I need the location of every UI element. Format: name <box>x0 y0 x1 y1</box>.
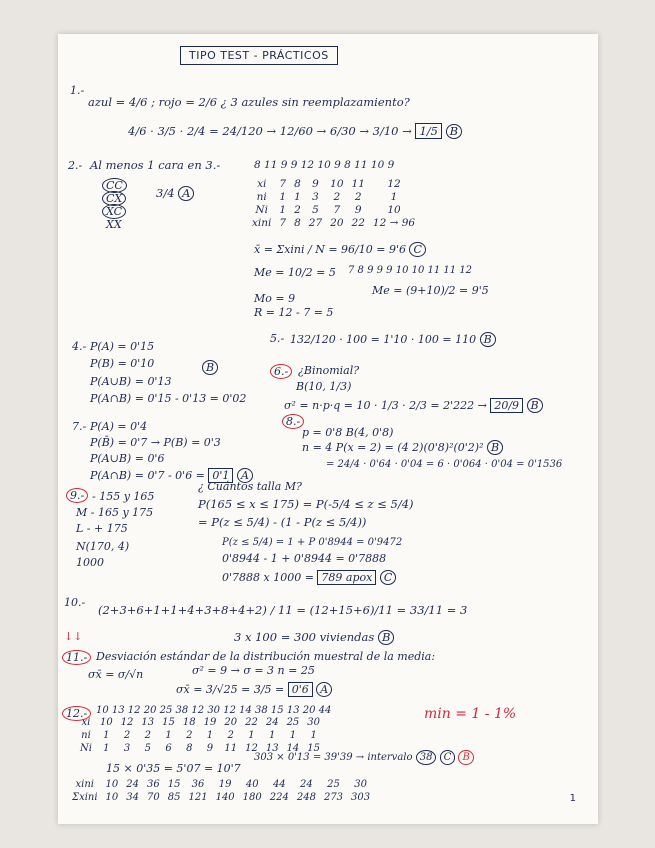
q10-number: 10.- <box>64 596 86 609</box>
q11-values: σ² = 9 → σ = 3 n = 25 <box>192 664 315 677</box>
q2-number: 2.- <box>68 159 83 172</box>
q6-answer: 20/9 <box>490 398 523 413</box>
q8-number: 8.- <box>282 414 304 429</box>
q1-calc <box>128 124 462 139</box>
q11-formula: σx̄ = σ/√n <box>88 668 144 681</box>
q7-number: 7.- <box>72 420 87 433</box>
q4-line-3: P(A∪B) = 0'13 <box>90 375 172 388</box>
q8-line-1: p = 0'8 B(4, 0'8) <box>302 426 394 439</box>
q9-line-2: M - 165 y 175 <box>76 506 154 519</box>
q2-data-line: 8 11 9 9 12 10 9 8 11 10 9 <box>254 159 395 171</box>
q9-line-1: - 155 y 165 <box>92 490 155 503</box>
q6-line-1: ¿Binomial? <box>298 364 360 377</box>
q12-answer: 38 <box>416 750 437 765</box>
q1-number: 1.- <box>70 84 85 97</box>
q2-median-position: Me = 10/2 = 5 <box>254 266 336 279</box>
q1-question: azul = 4/6 ; rojo = 2/6 ¿ 3 azules sin reemplazamiento? <box>88 95 410 109</box>
q5-calc: 132/120 · 100 = 1'10 · 100 = 110 B <box>290 332 496 347</box>
q4-line-2: P(B) = 0'10 <box>90 357 155 370</box>
q12-data-line: 10 13 12 20 25 38 12 30 12 14 38 15 13 20 44 <box>96 705 332 716</box>
q10-calc: (2+3+6+1+1+4+3+8+4+2) / 11 = (12+15+6)/11 = 33/11 = 3 <box>98 603 468 617</box>
q2-mode: Mo = 9 <box>254 292 296 305</box>
q2-combo-4: XX <box>106 218 122 231</box>
q5-option: B <box>480 332 496 347</box>
q4-line-1: P(A) = 0'15 <box>90 340 155 353</box>
q5-number: 5.- <box>270 332 285 345</box>
q9-line-3: L - + 175 <box>76 522 128 535</box>
q2-combo-3: XC <box>102 204 126 219</box>
q12-calc-2: 303 × 0'13 = 39'39 → intervalo 38 C B <box>254 750 474 765</box>
q2-combo-2: CX <box>102 191 126 206</box>
q9-number: 9.- <box>66 488 88 503</box>
q2-combo-1: CC <box>102 178 127 193</box>
document-page <box>58 34 598 824</box>
q7-answer: 0'1 <box>208 468 233 483</box>
q1-option: B <box>446 124 462 139</box>
table-row: ni 1 2 2 1 2 1 2 1 1 1 1 <box>81 730 317 741</box>
table-row: xini 10 24 36 15 36 19 40 44 24 25 30 <box>75 779 367 790</box>
q9-answer: 789 apox <box>317 570 376 585</box>
q2-median-value: Me = (9+10)/2 = 9'5 <box>372 284 489 297</box>
q9-calc-1: P(165 ≤ x ≤ 175) = P(-5/4 ≤ z ≤ 5/4) <box>198 497 414 511</box>
q2-question: Al menos 1 cara en 3.- <box>90 158 221 172</box>
q4-number: 4.- <box>72 340 87 353</box>
table-row: xi 10 12 13 15 18 19 20 22 24 25 30 <box>81 717 321 728</box>
q1-calc-text: 4/6 · 3/5 · 2/4 = 24/120 → 12/60 → 6/30 → 3/10 → <box>128 124 412 138</box>
q12-number: 12.- <box>62 706 91 721</box>
q2-mean: x̄ = Σxini / N = 96/10 = 9'6 C <box>254 242 426 257</box>
table-row: Ni 1 3 5 6 8 9 11 12 13 14 15 <box>80 743 321 754</box>
q7-line-3: P(A∪B) = 0'6 <box>90 452 165 465</box>
q9-line-4: N(170, 4) <box>76 540 130 553</box>
q2-result: 3/4 A <box>156 186 194 201</box>
q10-arrows: ↓↓ <box>64 630 83 643</box>
q6-line-3: σ² = n·p·q = 10 · 1/3 · 2/3 = 2'222 → 20/9 B <box>284 398 543 413</box>
q7-option: A <box>237 468 253 483</box>
q7-line-2: P(B̄) = 0'7 → P(B) = 0'3 <box>90 436 221 449</box>
table-row: Σxini 10 34 70 85 121 140 180 224 248 273 303 <box>72 792 371 803</box>
q4-line-4: P(A∩B) = 0'15 - 0'13 = 0'02 <box>90 392 247 405</box>
q9-question: ¿ Cuántos talla M? <box>198 480 302 493</box>
q9-calc-5: 0'7888 x 1000 = 789 apox C <box>222 570 396 585</box>
table-row: ni 1 1 3 2 2 1 <box>256 190 398 203</box>
q11-number: 11.- <box>62 650 91 665</box>
table-row: xini 7 8 27 20 22 12 → 96 <box>252 216 416 229</box>
q8-line-2: n = 4 P(x = 2) = (4 2)(0'8)²(0'2)² B <box>302 440 503 455</box>
q12-calc: 15 × 0'35 = 5'07 = 10'7 <box>106 762 241 775</box>
q10-calc-2: 3 x 100 = 300 viviendas B <box>234 630 394 645</box>
q11-answer: 0'6 <box>288 682 313 697</box>
q9-line-5: 1000 <box>76 556 104 569</box>
page-number: 1 <box>569 793 576 804</box>
q6-line-2: B(10, 1/3) <box>296 380 352 393</box>
q12-cumulative-table <box>68 778 374 804</box>
q6-option: B <box>527 398 543 413</box>
q9-calc-4: 0'8944 - 1 + 0'8944 = 0'7888 <box>222 552 387 565</box>
q9-calc-2: = P(z ≤ 5/4) - (1 - P(z ≤ 5/4)) <box>198 515 367 529</box>
q9-calc-3: P(z ≤ 5/4) = 1 + P 0'8944 = 0'9472 <box>222 537 403 548</box>
q8-option: B <box>487 440 503 455</box>
q11-calc: σx̄ = 3/√25 = 3/5 = 0'6 A <box>176 682 332 697</box>
q1-answer: 1/5 <box>415 123 442 139</box>
q9-option: C <box>380 570 396 585</box>
q12-min-option: B <box>458 750 473 765</box>
q4-option: B <box>202 360 218 375</box>
q10-option: B <box>378 630 394 645</box>
q2-option: A <box>178 186 194 201</box>
table-row: Ni 1 2 5 7 9 10 <box>255 203 401 216</box>
q7-line-4: P(A∩B) = 0'7 - 0'6 = 0'1 A <box>90 468 253 483</box>
q6-number: 6.- <box>270 364 292 379</box>
q11-question: Desviación estándar de la distribución muestral de la media: <box>96 650 436 663</box>
q2-frequency-table <box>248 177 419 229</box>
table-row: xi 7 8 9 10 11 12 <box>257 177 401 190</box>
q2-median-sequence: 7 8 9 9 9 10 10 11 11 12 <box>348 265 473 276</box>
q12-option: C <box>440 750 456 765</box>
q7-line-1: P(A) = 0'4 <box>90 420 148 433</box>
q2-mean-option: C <box>409 242 425 257</box>
q2-range: R = 12 - 7 = 5 <box>254 306 334 319</box>
q8-line-3: = 24/4 · 0'64 · 0'04 = 6 · 0'064 · 0'04 = 0'1536 <box>326 459 563 470</box>
page-title: TIPO TEST - PRÁCTICOS <box>180 46 338 65</box>
q12-min-note: min = 1 - 1% <box>424 706 517 722</box>
q11-option: A <box>316 682 332 697</box>
